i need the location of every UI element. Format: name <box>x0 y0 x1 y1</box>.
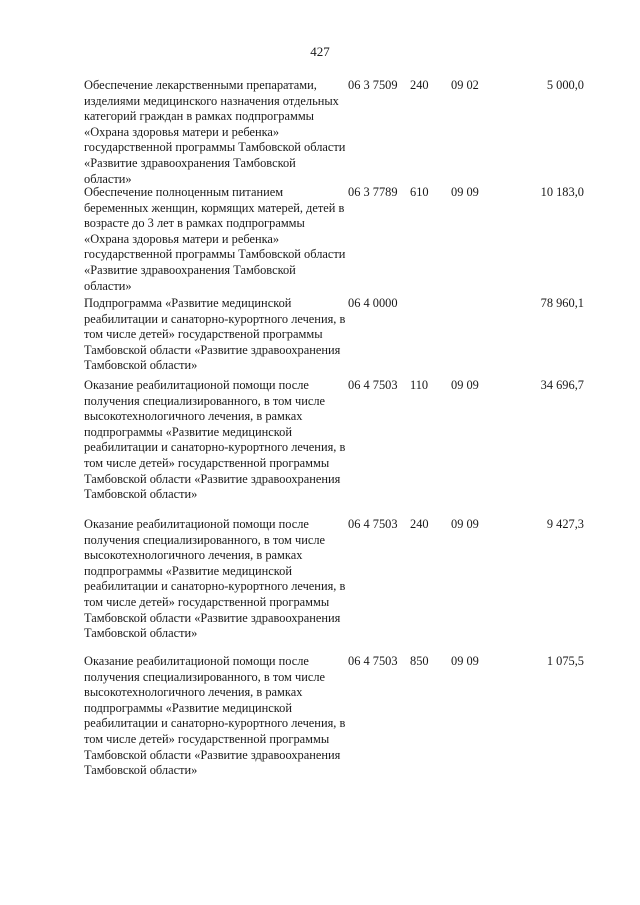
row-expense-type: 850 <box>410 654 429 668</box>
row-amount: 34 696,7 <box>540 378 584 392</box>
row-csr-code: 06 4 7503 <box>348 378 398 392</box>
row-csr-code: 06 4 7503 <box>348 654 398 668</box>
row-csr-code: 06 3 7789 <box>348 185 398 199</box>
row-amount: 10 183,0 <box>540 185 584 199</box>
row-expense-type: 240 <box>410 78 429 92</box>
row-csr-code: 06 4 0000 <box>348 296 398 310</box>
table-row <box>84 296 584 378</box>
row-section: 09 09 <box>451 378 479 392</box>
row-section: 09 09 <box>451 185 479 199</box>
table-row <box>84 185 584 296</box>
row-section: 09 09 <box>451 517 479 531</box>
row-section: 09 09 <box>451 654 479 668</box>
row-amount: 78 960,1 <box>540 296 584 310</box>
row-section: 09 02 <box>451 78 479 92</box>
row-description: Оказание реабилитационой помощи после получения специализированного, в том числе высокотехнологичного лечения, в рамках подпрограммы «Развитие медицинской реабилитации и санаторно-курортного лечения, в том числе детей» государственной программы Тамбовской области «Развитие здравоохранения Тамбовской области» <box>84 517 346 641</box>
table-row <box>84 654 584 804</box>
row-amount: 1 075,5 <box>546 654 584 668</box>
row-amount: 5 000,0 <box>546 78 584 92</box>
row-description: Обеспечение лекарственными препаратами, изделиями медицинского назначения отдельных категорий граждан в рамках подпрограммы «Охрана здоровья матери и ребенка» государственной программы Тамбовской области «Развитие здравоохранения Тамбовской области» <box>84 78 346 186</box>
page-number: 427 <box>310 44 330 59</box>
row-description: Оказание реабилитационой помощи после получения специализированного, в том числе высокотехнологичного лечения, в рамках подпрограммы «Развитие медицинской реабилитации и санаторно-курортного лечения, в том числе детей» государственной программы Тамбовской области «Развитие здравоохранения Тамбовской области» <box>84 378 346 502</box>
table-row <box>84 78 584 185</box>
row-description: Обеспечение полноценным питанием беременных женщин, кормящих матерей, детей в возрасте до 3 лет в рамках подпрограммы «Охрана здоровья матери и ребенка» государственной программы Тамбовской области «Развитие здравоохранения Тамбовской области» <box>84 185 346 293</box>
row-expense-type: 610 <box>410 185 429 199</box>
row-csr-code: 06 3 7509 <box>348 78 398 92</box>
row-description: Подпрограмма «Развитие медицинской реабилитации и санаторно-курортного лечения, в том числе детей» государственой программы Тамбовской области «Развитие здравоохранения Тамбовской области» <box>84 296 346 373</box>
row-csr-code: 06 4 7503 <box>348 517 398 531</box>
row-description: Оказание реабилитационой помощи после получения специализированного, в том числе высокотехнологичного лечения, в рамках подпрограммы «Развитие медицинской реабилитации и санаторно-курортного лечения, в том числе детей» государственной программы Тамбовской области «Развитие здравоохранения Тамбовской области» <box>84 654 346 778</box>
table-row <box>84 378 584 517</box>
row-amount: 9 427,3 <box>546 517 584 531</box>
row-expense-type: 110 <box>410 378 429 392</box>
budget-table <box>84 78 584 804</box>
row-expense-type: 240 <box>410 517 429 531</box>
table-row <box>84 517 584 654</box>
